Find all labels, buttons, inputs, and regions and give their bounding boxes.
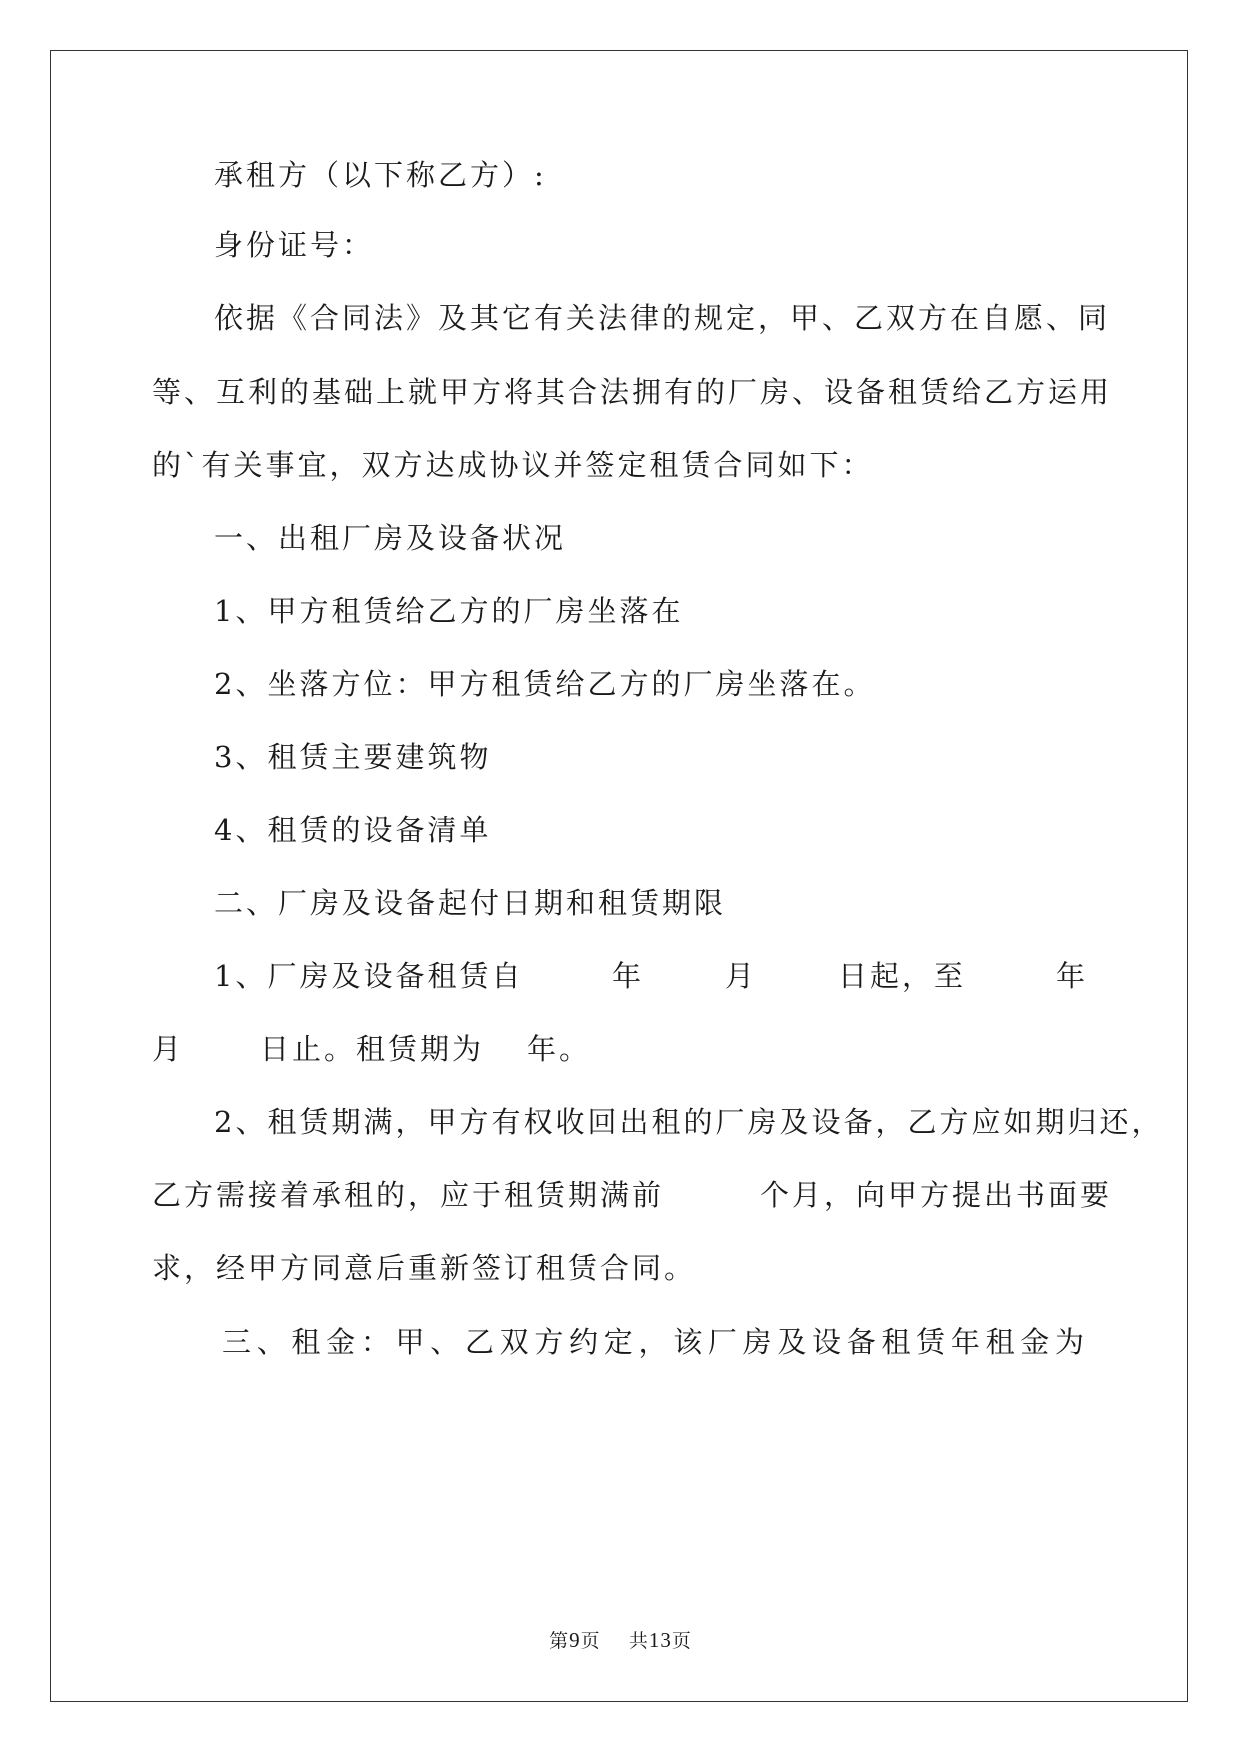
- lease-end-month: 月: [152, 1032, 185, 1066]
- page-footer: [0, 1626, 1241, 1655]
- paragraph-basis-line-3: 的`有关事宜，双方达成协议并签定租赁合同如下：: [152, 448, 874, 482]
- paragraph-id-number: 身份证号：: [214, 228, 375, 262]
- item-1-1: 1、甲方租赁给乙方的厂房坐落在: [214, 594, 684, 628]
- footer-total-suffix: 页: [671, 1630, 692, 1652]
- renewal-line-1: 2、租赁期满，甲方有权收回出租的厂房及设备，乙方应如期归还，: [214, 1105, 1164, 1139]
- lease-end-day: 日止。租赁期为: [260, 1032, 485, 1066]
- lease-period-line-2: [152, 1029, 1087, 1069]
- section-2-heading: 二、厂房及设备起付日期和租赁期限: [214, 886, 727, 920]
- footer-page-number: 9: [569, 1628, 581, 1652]
- paragraph-basis-line-1: 依据《合同法》及其它有关法律的规定，甲、乙双方在自愿、同: [214, 301, 1111, 335]
- footer-page-suffix: 页: [580, 1630, 601, 1652]
- footer-total-prefix: 共: [628, 1630, 649, 1652]
- renewal-line-2: 乙方需接着承租的，应于租赁期满前 个月，向甲方提出书面要: [152, 1178, 1113, 1212]
- paragraph-lessee: 承租方（以下称乙方）:: [214, 158, 547, 192]
- lease-end-year: 年: [1056, 959, 1089, 993]
- renewal-line-3: 求，经甲方同意后重新签订租赁合同。: [152, 1251, 697, 1285]
- lease-start-year: 年: [612, 959, 645, 993]
- lease-start-prefix: 1、厂房及设备租赁自: [214, 959, 524, 993]
- item-1-4: 4、租赁的设备清单: [214, 813, 492, 847]
- lease-start-day-to: 日起，至: [838, 959, 967, 993]
- lease-term-years: 年。: [527, 1032, 592, 1066]
- footer-page-prefix: 第: [549, 1630, 570, 1652]
- item-1-2: 2、坐落方位：甲方租赁给乙方的厂房坐落在。: [214, 667, 876, 701]
- lease-start-month: 月: [725, 959, 758, 993]
- item-1-3: 3、租赁主要建筑物: [214, 740, 492, 774]
- lease-period-line-1: [152, 956, 1087, 996]
- section-3-rent: 三、租金：甲、乙双方约定，该厂房及设备租赁年租金为: [222, 1325, 1087, 1359]
- section-1-heading: 一、出租厂房及设备状况: [214, 521, 567, 555]
- footer-total-pages: 13: [648, 1628, 672, 1652]
- paragraph-basis-line-2: 等、互利的基础上就甲方将其合法拥有的厂房、设备租赁给乙方运用: [152, 375, 1113, 409]
